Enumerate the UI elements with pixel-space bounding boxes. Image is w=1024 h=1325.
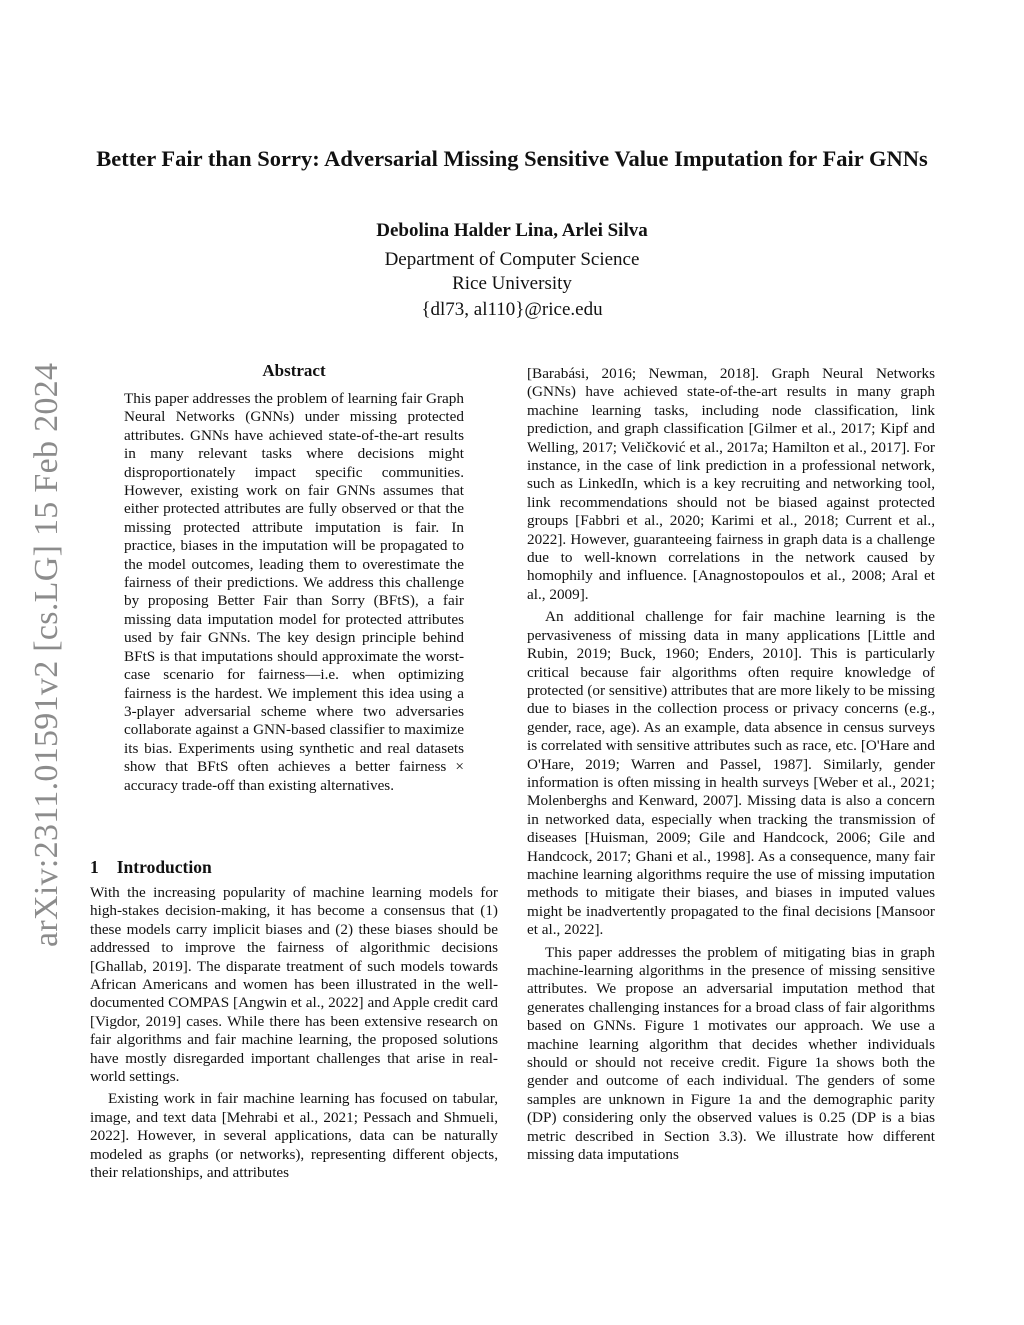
paper-title: Better Fair than Sorry: Adversarial Missing Sensitive Value Imputation for Fair GNNs <box>96 146 928 171</box>
arxiv-identifier: arXiv:2311.01591v2 [cs.LG] 15 Feb 2024 <box>28 362 65 947</box>
intro-paragraph-1: With the increasing popularity of machine learning models for high-stakes decision-making, it has become a consensus that (1) these models carry implicit biases and (2) these biases should be addressed to improve the fairness of algorithmic decisions [Ghallab, 2019]. The disparate treatment of such models towards African Americans and women has been illustrated in the well-documented COMPAS [Angwin et al., 2022] and Apple credit card [Vigdor, 2019] cases. While there has been extensive research on fair algorithms and fair machine learning, the proposed solutions have mostly disregarded important challenges that arise in real-world settings. <box>90 884 498 1086</box>
abstract-text: This paper addresses the problem of learning fair Graph Neural Networks (GNNs) under missing protected attributes. GNNs have achieved state-of-the-art results in many relevant tasks where decisions might disproportionately impact specific communities. However, existing work on fair GNNs assumes that either protected attributes are fully observed or that the missing protected attribute imputation is fair. In practice, biases in the imputation will be propagated to the model outcomes, leading them to overestimate the fairness of their predictions. We address this challenge by proposing Better Fair than Sorry (BFtS), a fair missing data imputation model for protected attributes used by fair GNNs. The key design principle behind BFtS is that imputations should approximate the worst-case scenario for fairness—i.e. when optimizing fairness is the hardest. We implement this idea using a 3-player adversarial scheme where two adversaries collaborate against a GNN-based classifier to maximize its bias. Experiments using synthetic and real datasets show that BFtS often achieves a better fairness × accuracy trade-off than existing alternatives. <box>124 390 464 794</box>
section-title: Introduction <box>116 857 212 877</box>
section-heading-introduction <box>90 857 212 878</box>
author-email: {dl73, al110}@rice.edu <box>421 299 603 320</box>
introduction-right-column <box>527 365 935 1164</box>
intro-paragraph-5: This paper addresses the problem of mitigating bias in graph machine-learning algorithms in the presence of missing sensitive attributes. We propose an adversarial imputation method that generates challenging instances for a broad class of fair algorithms based on GNNs. Figure 1 motivates our approach. We use a machine learning algorithm that decides whether individuals should or should not receive credit. Figure 1a shows both the gender and outcome of each individual. The genders of some samples are unknown in Figure 1a and the demographic parity (DP) considering only the observed values is 0.25 (DP is a bias metric described in Section 3.3). We illustrate how different missing data imputations <box>527 943 935 1164</box>
section-number: 1 <box>90 857 99 877</box>
intro-paragraph-4: An additional challenge for fair machine learning is the pervasiveness of missing data in many applications [Little and Rubin, 2019; Buck, 1960; Enders, 2010]. This is particularly critical because fair algorithms often require knowledge of protected (or sensitive) attributes that are more likely to be missing due to biases in the collection process or privacy concerns (e.g., gender, race, age). As an example, data absence in census surveys is correlated with sensitive attributes such as race, etc. [O'Hare and O'Hare, 2019; Warren and Passel, 1987]. Similarly, gender information is often missing in health surveys [Weber et al., 2021; Molenberghs and Kenward, 2007]. Missing data is also a concern in networked data, especially when tracking the transmission of diseases [Huisman, 2009; Gile and Handcock, 2006; Gile and Handcock, 2017; Ghani et al., 1998]. As a consequence, many fair machine learning algorithms require the use of missing imputation methods to mitigate their biases, and biases in imputed values might be inadvertently propagated to the final decisions [Mansoor et al., 2022]. <box>527 608 935 939</box>
intro-paragraph-3: [Barabási, 2016; Newman, 2018]. Graph Neural Networks (GNNs) have achieved state-of-the-art results in many graph machine learning tasks, including node classification, link prediction, and graph classification [Gilmer et al., 2017; Kipf and Welling, 2017; Veličković et al., 2017a; Hamilton et al., 2017]. For instance, in the case of link prediction in a professional network, such as LinkedIn, which is a key recruiting and networking tool, link recommendations should not be biased against protected groups [Fabbri et al., 2020; Karimi et al., 2018; Current et al., 2022]. However, guaranteeing fairness in graph data is a challenge due to well-known correlations in the network caused by homophily and influence. [Anagnostopoulos et al., 2008; Aral et al., 2009]. <box>527 365 935 603</box>
affiliation-department: Department of Computer Science <box>384 249 640 270</box>
affiliation-university: Rice University <box>452 273 572 294</box>
abstract-body <box>124 390 464 795</box>
abstract-heading: Abstract <box>262 361 326 380</box>
introduction-left-column <box>90 884 498 1183</box>
paper-authors: Debolina Halder Lina, Arlei Silva <box>376 220 648 241</box>
intro-paragraph-2: Existing work in fair machine learning has focused on tabular, image, and text data [Mehrabi et al., 2021; Pessach and Shmueli, 2022]. However, in several applications, data can be naturally modeled as graphs (or networks), representing different objects, their relationships, and attributes <box>90 1090 498 1182</box>
